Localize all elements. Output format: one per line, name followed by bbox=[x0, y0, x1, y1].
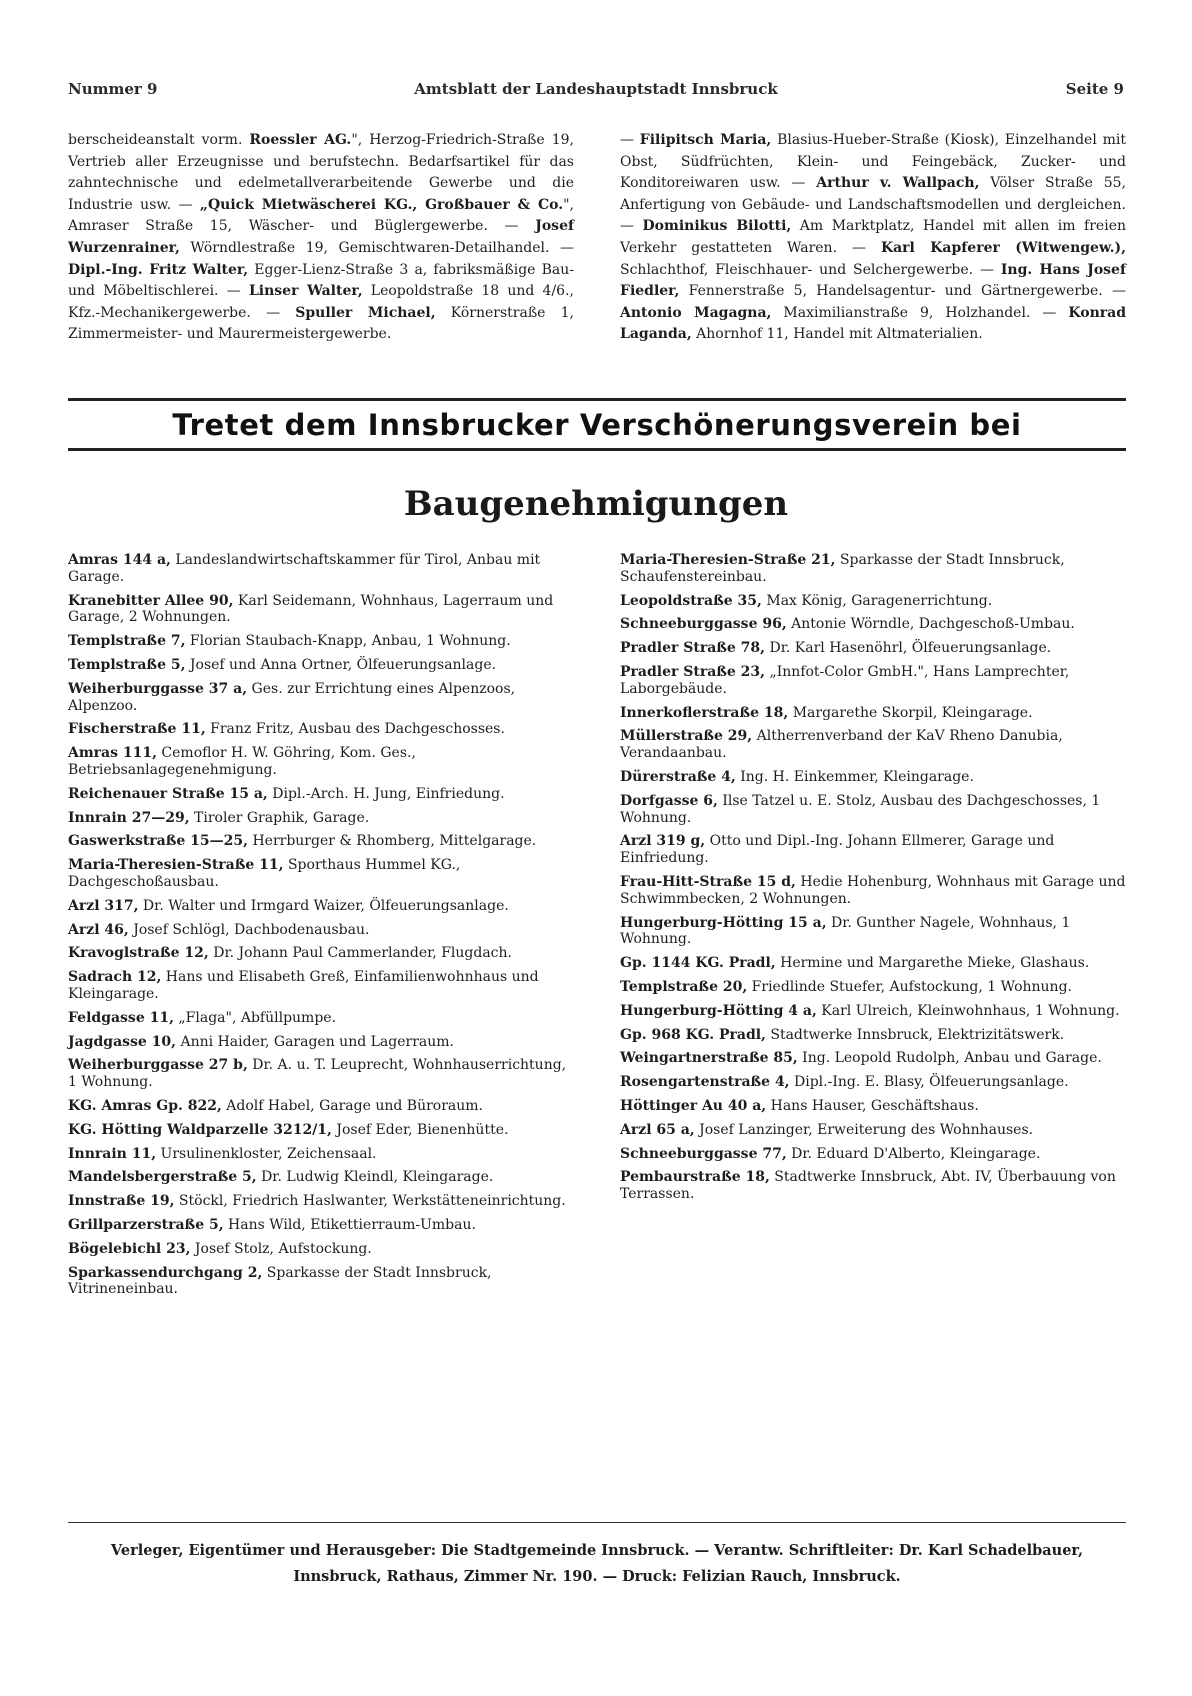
company-name: Roessler AG. bbox=[249, 132, 352, 148]
permit-location: KG. Hötting Waldparzelle 3212/1, bbox=[68, 1121, 332, 1138]
permit-location: Innrain 27—29, bbox=[68, 809, 190, 826]
permit-details: „Innfot-Color GmbH.", Hans Lamprechter, Laborgebäude. bbox=[620, 663, 1070, 697]
permit-location: Höttinger Au 40 a, bbox=[620, 1097, 767, 1114]
permit-details: Hans Hauser, Geschäftshaus. bbox=[766, 1097, 979, 1114]
permit-entry bbox=[68, 1146, 574, 1163]
permit-location: Schneeburggasse 96, bbox=[620, 616, 787, 633]
entry-text: Maximilianstraße 9, Holzhandel. — bbox=[771, 304, 1069, 321]
permit-details: Ing. H. Einkemmer, Kleingarage. bbox=[735, 768, 974, 785]
permit-entry bbox=[68, 745, 574, 779]
permits-right-column bbox=[620, 552, 1126, 1305]
permit-location: Weingartnerstraße 85, bbox=[620, 1050, 798, 1067]
permit-entry bbox=[620, 1169, 1126, 1203]
permit-details: Friedlinde Stuefer, Aufstockung, 1 Wohnung. bbox=[747, 978, 1072, 995]
permit-details: Stadtwerke Innsbruck, Elektrizitätswerk. bbox=[765, 1026, 1065, 1043]
permit-entry bbox=[68, 810, 574, 827]
permit-details: Herrburger & Rhomberg, Mittelgarage. bbox=[248, 833, 537, 850]
entry-text: Schlachthof, Fleischhauer- und Selchergewerbe. — bbox=[620, 261, 1001, 278]
permit-location: Schneeburggasse 77, bbox=[620, 1145, 787, 1162]
permit-details: Ing. Leopold Rudolph, Anbau und Garage. bbox=[797, 1050, 1102, 1067]
section-title-building-permits: Baugenehmigungen bbox=[403, 484, 789, 524]
permit-location: Templstraße 7, bbox=[68, 633, 186, 650]
permit-location: Hungerburg-Hötting 4 a, bbox=[620, 1002, 817, 1019]
permit-location: Bögelebichl 23, bbox=[68, 1240, 191, 1257]
permit-entry bbox=[620, 1050, 1126, 1067]
permit-details: Otto und Dipl.-Ing. Johann Ellmerer, Garage und Einfriedung. bbox=[620, 833, 1055, 867]
permit-details: Dr. Gunther Nagele, Wohnhaus, 1 Wohnung. bbox=[620, 914, 1071, 948]
permit-location: Fischerstraße 11, bbox=[68, 721, 206, 738]
permit-location: Kranebitter Allee 90, bbox=[68, 592, 234, 609]
entry-text: Leopoldstraße 18 und 4/6., Kfz.-Mechanikergewerbe. — bbox=[68, 283, 574, 321]
permit-location: Sadrach 12, bbox=[68, 969, 162, 986]
company-name: Konrad Laganda, bbox=[620, 304, 1126, 343]
permit-location: Innstraße 19, bbox=[68, 1193, 175, 1210]
permit-entry bbox=[620, 874, 1126, 908]
permit-details: Dr. Walter und Irmgard Waizer, Ölfeuerungsanlage. bbox=[138, 897, 509, 914]
permit-entry bbox=[68, 1217, 574, 1234]
page-number: Seite 9 bbox=[1065, 80, 1124, 98]
permit-details: Adolf Habel, Garage und Büroraum. bbox=[221, 1097, 484, 1114]
permit-location: Leopoldstraße 35, bbox=[620, 592, 762, 609]
permit-entry bbox=[620, 705, 1126, 722]
permit-location: Arzl 317, bbox=[68, 897, 139, 914]
permit-entry bbox=[68, 552, 574, 586]
entry-text: ", Amraser Straße 15, Wäscher- und Büglergewerbe. — bbox=[68, 196, 574, 235]
permit-entry bbox=[68, 1010, 574, 1027]
permit-entry bbox=[68, 945, 574, 962]
permit-details: Josef Schlögl, Dachbodenausbau. bbox=[128, 921, 370, 938]
permit-location: Arzl 319 g, bbox=[620, 833, 706, 850]
permits-left-column bbox=[68, 552, 574, 1305]
permit-location: Sparkassendurchgang 2, bbox=[68, 1264, 263, 1281]
permit-entry bbox=[68, 1265, 574, 1299]
trade-register-continuation bbox=[68, 130, 1126, 346]
entry-text: Egger-Lienz-Straße 3 a, fabriksmäßige Bau- und Möbeltischlerei. — bbox=[68, 261, 574, 300]
permit-details: Ges. zur Errichtung eines Alpenzoos, Alpenzoo. bbox=[68, 680, 516, 714]
permit-details: Hans Wild, Etikettierraum-Umbau. bbox=[223, 1216, 476, 1233]
permit-location: Dorfgasse 6, bbox=[620, 792, 718, 809]
permit-details: Dr. Ludwig Kleindl, Kleingarage. bbox=[256, 1169, 494, 1186]
permit-entry bbox=[68, 786, 574, 803]
permit-details: Josef und Anna Ortner, Ölfeuerungsanlage. bbox=[185, 656, 497, 673]
permit-location: Pradler Straße 78, bbox=[620, 640, 766, 657]
permit-entry bbox=[68, 1122, 574, 1139]
permit-entry bbox=[620, 793, 1126, 827]
permit-entry bbox=[620, 640, 1126, 657]
permit-details: Cemoflor H. W. Göhring, Kom. Ges., Betriebsanlagegenehmigung. bbox=[68, 745, 416, 778]
association-banner: Tretet dem Innsbrucker Verschönerungsverein bei bbox=[172, 408, 1022, 442]
permit-location: Templstraße 5, bbox=[68, 656, 186, 673]
permit-location: Maria-Theresien-Straße 11, bbox=[68, 857, 284, 874]
permit-details: Josef Stolz, Aufstockung. bbox=[190, 1240, 372, 1257]
permit-entry bbox=[620, 769, 1126, 786]
permit-details: Ursulinenkloster, Zeichensaal. bbox=[156, 1145, 377, 1162]
permit-location: Pradler Straße 23, bbox=[620, 663, 766, 680]
permit-details: Landeslandwirtschaftskammer für Tirol, Anbau mit Garage. bbox=[68, 552, 541, 585]
banner-top-rule bbox=[68, 398, 1126, 401]
permit-details: Dr. Johann Paul Cammerlander, Flugdach. bbox=[208, 945, 512, 962]
permit-details: Hermine und Margarethe Mieke, Glashaus. bbox=[775, 955, 1090, 972]
imprint-line-1: Verleger, Eigentümer und Herausgeber: Die Stadtgemeinde Innsbruck. — Verantw. Schriftleiter: Dr. Karl Schadelbauer, bbox=[110, 1542, 1084, 1559]
company-name: Karl Kapferer (Witwengew.), bbox=[880, 239, 1126, 256]
permit-entry bbox=[620, 1003, 1126, 1020]
company-name: Arthur v. Wallpach, bbox=[816, 175, 980, 192]
permit-details: Stadtwerke Innsbruck, Abt. IV, Überbauung von Terrassen. bbox=[620, 1169, 1116, 1203]
company-name: Filipitsch Maria, bbox=[639, 132, 772, 148]
permit-location: Mandelsbergerstraße 5, bbox=[68, 1169, 257, 1186]
permit-entry bbox=[620, 1098, 1126, 1115]
permit-details: Dr. Eduard D'Alberto, Kleingarage. bbox=[786, 1145, 1041, 1162]
permit-details: Altherrenverband der KaV Rheno Danubia, Verandaanbau. bbox=[620, 728, 1063, 762]
permit-entry bbox=[68, 898, 574, 915]
permit-details: Josef Lanzinger, Erweiterung des Wohnhauses. bbox=[694, 1121, 1034, 1138]
permit-location: Rosengartenstraße 4, bbox=[620, 1074, 790, 1091]
permit-location: Gaswerkstraße 15—25, bbox=[68, 833, 248, 850]
permit-details: Tiroler Graphik, Garage. bbox=[189, 809, 370, 826]
permit-details: Sparkasse der Stadt Innsbruck, Vitrineneinbau. bbox=[68, 1264, 492, 1298]
imprint-footer bbox=[68, 1538, 1126, 1590]
permit-location: Gp. 1144 KG. Pradl, bbox=[620, 955, 776, 972]
permit-location: Frau-Hitt-Straße 15 d, bbox=[620, 873, 796, 890]
permit-details: Sporthaus Hummel KG., Dachgeschoßausbau. bbox=[68, 857, 461, 890]
permit-location: Hungerburg-Hötting 15 a, bbox=[620, 914, 827, 931]
entry-text: Wörndlestraße 19, Gemischtwaren-Detailhandel. — bbox=[179, 239, 574, 256]
entry-text: Völser Straße 55, Anfertigung von Gebäude- und Landschaftsmodellen und dergleichen. — bbox=[620, 175, 1126, 235]
issue-number: Nummer 9 bbox=[68, 80, 158, 98]
permit-entry bbox=[68, 833, 574, 850]
entry-text: Am Marktplatz, Handel mit allen im freien Verkehr gestatteten Waren. — bbox=[620, 218, 1126, 256]
permit-location: Arzl 65 a, bbox=[620, 1121, 695, 1138]
permit-details: „Flaga", Abfüllpumpe. bbox=[173, 1009, 337, 1026]
permit-details: Josef Eder, Bienenhütte. bbox=[331, 1121, 509, 1138]
entry-text: Ahornhof 11, Handel mit Altmaterialien. bbox=[691, 326, 983, 343]
permit-location: Weiherburggasse 27 b, bbox=[68, 1057, 248, 1074]
permit-entry bbox=[68, 1057, 574, 1091]
permit-details: Hedie Hohenburg, Wohnhaus mit Garage und Schwimmbecken, 2 Wohnungen. bbox=[620, 873, 1126, 907]
company-name: „Quick Mietwäscherei KG., Großbauer & Co. bbox=[199, 196, 564, 213]
permit-location: KG. Amras Gp. 822, bbox=[68, 1097, 222, 1114]
permit-entry bbox=[620, 1122, 1126, 1139]
entry-text: Körnerstraße 1, Zimmermeister- und Maurermeistergewerbe. bbox=[68, 304, 574, 343]
building-permits-list bbox=[68, 552, 1126, 1305]
permit-entry bbox=[620, 915, 1126, 949]
trade-register-left-column bbox=[68, 130, 574, 346]
company-name: Josef Wurzenrainer, bbox=[68, 218, 574, 256]
permit-entry bbox=[620, 616, 1126, 633]
footer-rule bbox=[68, 1522, 1126, 1523]
permit-entry bbox=[68, 969, 574, 1003]
entry-text: ", Herzog-Friedrich-Straße 19, Vertrieb aller Erzeugnisse und berufstechn. Bedarfsartikel für das zahntechnische und edelmetallverarbeitende Gewerbe und die Industrie usw. — bbox=[68, 132, 574, 213]
permit-details: Sparkasse der Stadt Innsbruck, Schaufenstereinbau. bbox=[620, 552, 1065, 585]
permit-location: Weiherburggasse 37 a, bbox=[68, 680, 248, 697]
permit-entry bbox=[68, 1241, 574, 1258]
permit-details: Ilse Tatzel u. E. Stolz, Ausbau des Dachgeschosses, 1 Wohnung. bbox=[620, 792, 1101, 826]
permit-entry bbox=[620, 664, 1126, 698]
company-name: Dominikus Bilotti, bbox=[642, 218, 792, 235]
permit-entry bbox=[620, 1074, 1126, 1091]
permit-details: Antonie Wörndle, Dachgeschoß-Umbau. bbox=[786, 616, 1075, 633]
permit-location: Dürerstraße 4, bbox=[620, 768, 736, 785]
banner-bottom-rule bbox=[68, 448, 1126, 451]
permit-entry bbox=[68, 1034, 574, 1051]
permit-entry bbox=[620, 728, 1126, 762]
permit-entry bbox=[68, 922, 574, 939]
entry-text: — bbox=[620, 132, 640, 148]
permit-location: Gp. 968 KG. Pradl, bbox=[620, 1026, 766, 1043]
permit-entry bbox=[620, 833, 1126, 867]
entry-text: Blasius-Hueber-Straße (Kiosk), Einzelhandel mit Obst, Südfrüchten, Klein- und Feingebäck, Zucker- und Konditoreiwaren usw. — bbox=[620, 132, 1126, 192]
permit-entry bbox=[620, 593, 1126, 610]
permit-location: Grillparzerstraße 5, bbox=[68, 1216, 224, 1233]
permit-entry bbox=[68, 1098, 574, 1115]
trade-register-right-column bbox=[620, 130, 1126, 346]
permit-entry bbox=[68, 1193, 574, 1210]
permit-location: Maria-Theresien-Straße 21, bbox=[620, 552, 836, 568]
permit-entry bbox=[68, 1169, 574, 1186]
permit-location: Amras 144 a, bbox=[68, 552, 171, 568]
permit-details: Dipl.-Ing. E. Blasy, Ölfeuerungsanlage. bbox=[789, 1074, 1069, 1091]
permit-location: Arzl 46, bbox=[68, 921, 129, 938]
permit-entry bbox=[620, 1146, 1126, 1163]
permit-location: Templstraße 20, bbox=[620, 978, 748, 995]
permit-details: Florian Staubach-Knapp, Anbau, 1 Wohnung. bbox=[185, 633, 511, 650]
permit-location: Müllerstraße 29, bbox=[620, 728, 753, 745]
company-name: Ing. Hans Josef Fiedler, bbox=[620, 261, 1126, 300]
entry-text: Fennerstraße 5, Handelsagentur- und Gärtnergewerbe. — bbox=[679, 283, 1126, 300]
permit-location: Feldgasse 11, bbox=[68, 1009, 174, 1026]
permit-entry bbox=[68, 657, 574, 674]
permit-details: Hans und Elisabeth Greß, Einfamilienwohnhaus und Kleingarage. bbox=[68, 969, 539, 1002]
permit-entry bbox=[68, 681, 574, 715]
permit-details: Stöckl, Friedrich Haslwanter, Werkstätteneinrichtung. bbox=[174, 1193, 566, 1210]
permit-entry bbox=[68, 593, 574, 627]
permit-details: Karl Seidemann, Wohnhaus, Lagerraum und Garage, 2 Wohnungen. bbox=[68, 592, 554, 626]
permit-location: Innrain 11, bbox=[68, 1145, 157, 1162]
permit-details: Dr. A. u. T. Leuprecht, Wohnhauserrichtung, 1 Wohnung. bbox=[68, 1057, 567, 1091]
permit-entry bbox=[620, 979, 1126, 996]
permit-location: Jagdgasse 10, bbox=[68, 1033, 177, 1050]
company-name: Antonio Magagna, bbox=[620, 304, 772, 321]
permit-entry bbox=[68, 633, 574, 650]
permit-location: Amras 111, bbox=[68, 745, 157, 762]
permit-entry bbox=[620, 1027, 1126, 1044]
permit-location: Reichenauer Straße 15 a, bbox=[68, 785, 268, 802]
permit-details: Dipl.-Arch. H. Jung, Einfriedung. bbox=[267, 785, 505, 802]
permit-entry bbox=[68, 721, 574, 738]
permit-details: Max König, Garagenerrichtung. bbox=[761, 592, 993, 609]
permit-details: Margarethe Skorpil, Kleingarage. bbox=[788, 704, 1033, 721]
permit-entry bbox=[620, 955, 1126, 972]
company-name: Linser Walter, bbox=[248, 283, 363, 300]
permit-location: Pembaurstraße 18, bbox=[620, 1169, 770, 1186]
company-name: Spuller Michael, bbox=[295, 304, 436, 321]
permit-location: Kravoglstraße 12, bbox=[68, 945, 209, 962]
permit-entry bbox=[68, 857, 574, 891]
permit-details: Franz Fritz, Ausbau des Dachgeschosses. bbox=[205, 721, 505, 738]
company-name: Dipl.-Ing. Fritz Walter, bbox=[68, 261, 249, 278]
permit-location: Innerkoflerstraße 18, bbox=[620, 704, 789, 721]
imprint-line-2: Innsbruck, Rathaus, Zimmer Nr. 190. — Druck: Felizian Rauch, Innsbruck. bbox=[293, 1568, 901, 1585]
permit-entry bbox=[620, 552, 1126, 586]
entry-text: berscheideanstalt vorm. bbox=[68, 132, 250, 148]
permit-details: Karl Ulreich, Kleinwohnhaus, 1 Wohnung. bbox=[816, 1002, 1120, 1019]
permit-details: Anni Haider, Garagen und Lagerraum. bbox=[176, 1033, 454, 1050]
publication-title: Amtsblatt der Landeshauptstadt Innsbruck bbox=[414, 80, 778, 98]
permit-details: Dr. Karl Hasenöhrl, Ölfeuerungsanlage. bbox=[765, 640, 1052, 657]
